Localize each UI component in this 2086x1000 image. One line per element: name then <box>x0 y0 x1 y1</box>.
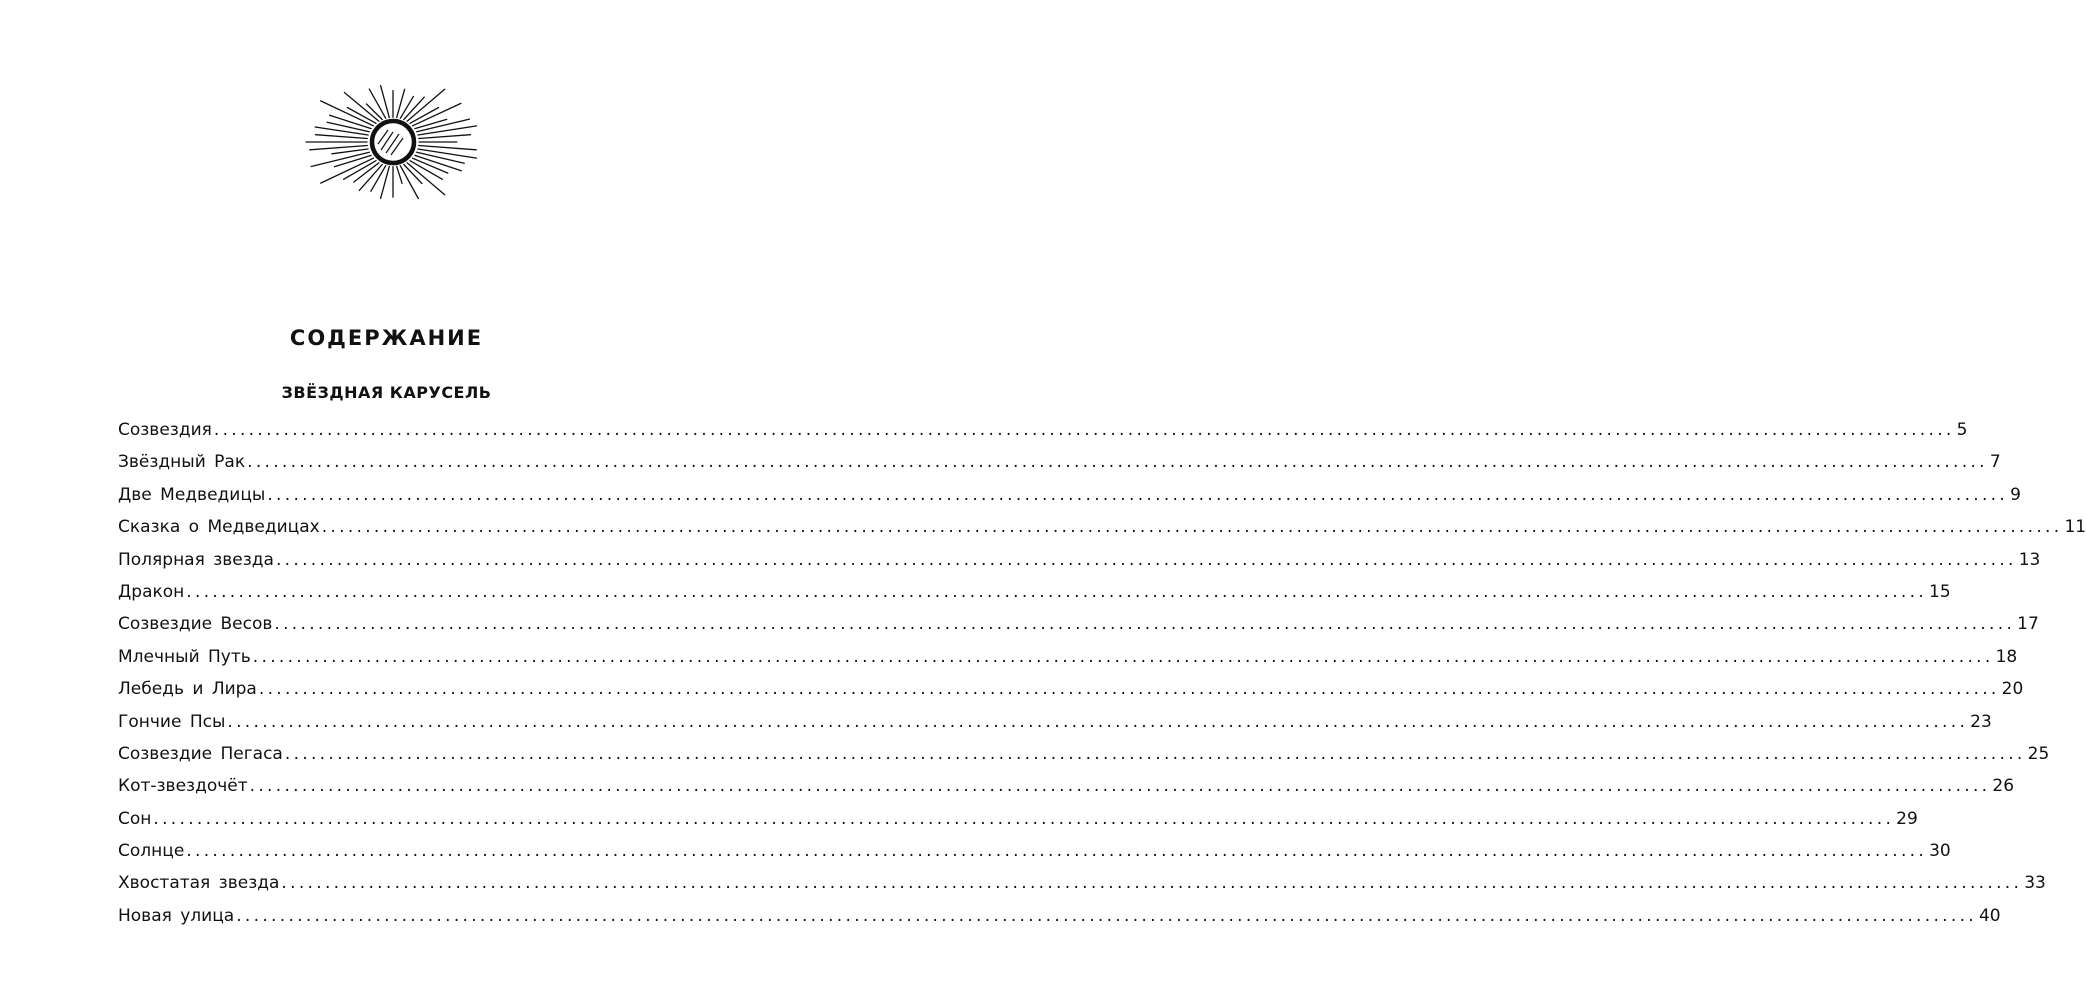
sun-icon <box>318 84 468 214</box>
toc-entry-page: 18 <box>1995 646 2018 667</box>
toc-entry-title: Гончие Псы <box>118 711 226 732</box>
toc-entry-title: Хвостатая звезда <box>118 873 280 894</box>
toc-entry-page: 20 <box>2001 679 2024 700</box>
toc-entry-title: Дракон <box>118 581 185 602</box>
toc-leader-dots: ........................................................................................................................................................................................................ <box>267 484 2009 505</box>
toc-entry-title: Млечный Путь <box>118 646 251 667</box>
toc-leader-dots: ........................................................................................................................................................................................................ <box>247 452 1988 473</box>
toc-leader-dots: ........................................................................................................................................................................................................ <box>275 549 2017 570</box>
toc-entry-title: Звёздный Рак <box>118 452 246 473</box>
toc-entry-page: 5 <box>1956 420 1968 440</box>
toc-leader-dots: ........................................................................................................................................................................................................ <box>186 841 1928 862</box>
toc-entry-page: 30 <box>1929 841 1951 862</box>
toc-entry-page: 26 <box>1992 776 2015 797</box>
toc-entry <box>118 484 2021 517</box>
toc-leader-dots: ........................................................................................................................................................................................................ <box>249 776 1991 797</box>
toc-entry <box>118 808 1918 841</box>
table-of-contents <box>118 420 2086 938</box>
toc-leader-dots: ........................................................................................................................................................................................................ <box>227 711 1969 732</box>
toc-entry-page: 17 <box>2017 614 2039 635</box>
toc-entry-page: 7 <box>1989 452 2001 473</box>
toc-entry-title: Созвездие Пегаса <box>118 743 283 764</box>
toc-entry <box>118 517 2086 549</box>
toc-entry <box>118 905 2001 938</box>
toc-leader-dots: ........................................................................................................................................................................................................ <box>274 614 2016 635</box>
toc-entry <box>118 711 1992 744</box>
toc-entry <box>118 581 1951 614</box>
toc-entry-page: 9 <box>2010 484 2021 505</box>
toc-entry <box>118 743 2050 776</box>
toc-entry <box>118 646 2018 679</box>
toc-entry-page: 23 <box>1970 711 1992 732</box>
toc-entry-page: 29 <box>1896 808 1918 829</box>
toc-entry <box>118 679 2024 711</box>
toc-entry-title: Созвездия <box>118 420 212 440</box>
toc-entry-page: 33 <box>2024 873 2046 894</box>
toc-entry <box>118 841 1951 873</box>
toc-entry <box>118 614 2039 646</box>
toc-entry-title: Сон <box>118 808 152 829</box>
page-title: СОДЕРЖАНИЕ <box>289 326 484 350</box>
toc-leader-dots: ........................................................................................................................................................................................................ <box>281 873 2023 894</box>
toc-entry-page: 13 <box>2018 549 2041 570</box>
toc-entry <box>118 776 2015 808</box>
toc-entry <box>118 549 2041 582</box>
toc-leader-dots: ........................................................................................................................................................................................................ <box>284 743 2026 764</box>
toc-leader-dots: ........................................................................................................................................................................................................ <box>252 646 1994 667</box>
toc-entry-title: Кот-звездочёт <box>118 776 248 797</box>
toc-leader-dots: ........................................................................................................................................................................................................ <box>186 581 1928 602</box>
toc-entry-title: Две Медведицы <box>118 484 266 505</box>
toc-entry-page: 40 <box>1978 905 2001 926</box>
toc-leader-dots: ........................................................................................................................................................................................................ <box>258 679 2000 700</box>
toc-entry <box>118 873 2046 905</box>
section-title: ЗВЁЗДНАЯ КАРУСЕЛЬ <box>281 383 492 402</box>
toc-leader-dots: ........................................................................................................................................................................................................ <box>153 808 1895 829</box>
toc-entry-title: Созвездие Весов <box>118 614 273 635</box>
toc-leader-dots: ........................................................................................................................................................................................................ <box>213 420 1955 440</box>
toc-entry-page: 25 <box>2027 743 2050 764</box>
toc-leader-dots: ........................................................................................................................................................................................................ <box>321 517 2063 538</box>
toc-entry-title: Полярная звезда <box>118 549 274 570</box>
toc-entry-page: 15 <box>1929 581 1951 602</box>
toc-entry-title: Солнце <box>118 841 185 862</box>
toc-entry-title: Новая улица <box>118 905 235 926</box>
toc-entry-page: 11 <box>2064 517 2086 538</box>
toc-entry <box>118 452 2001 484</box>
toc-leader-dots: ........................................................................................................................................................................................................ <box>236 905 1977 926</box>
toc-entry-title: Лебедь и Лира <box>118 679 257 700</box>
toc-entry-title: Сказка о Медведицах <box>118 517 320 538</box>
toc-entry <box>118 420 1968 452</box>
